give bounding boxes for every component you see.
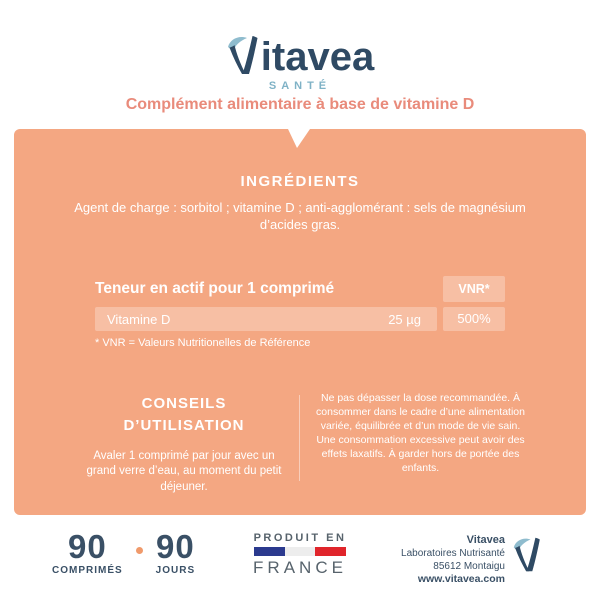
- origin-line2: FRANCE: [253, 558, 347, 577]
- ingredients-heading: INGRÉDIENTS: [240, 173, 360, 190]
- flag-blue-stripe: [254, 547, 285, 556]
- days-value: 90: [156, 528, 195, 565]
- nutrient-vnr-value: 500%: [443, 307, 505, 331]
- french-flag-icon: [254, 547, 346, 556]
- leaf-v-icon: [512, 536, 542, 573]
- brand-logo: [0, 34, 600, 80]
- usage-heading: CONSEILS D’UTILISATION: [123, 395, 245, 434]
- speech-bubble-notch: [288, 129, 310, 148]
- product-subtitle: Complément alimentaire à base de vitamine D: [125, 96, 475, 113]
- company-address: 85612 Montaigu: [433, 560, 505, 572]
- nutrition-table-header: [95, 276, 505, 302]
- company-website: www.vitavea.com: [417, 573, 505, 586]
- days-label: JOURS: [155, 565, 196, 577]
- info-panel: [14, 129, 586, 515]
- company-lab: Laboratoires Nutrisanté: [401, 547, 505, 559]
- brand-tagline: SANTÉ: [268, 80, 332, 92]
- company-info: [401, 534, 542, 587]
- origin-line1: PRODUIT EN: [253, 532, 347, 544]
- made-in-france-badge: [240, 532, 360, 578]
- leaf-v-icon: [226, 34, 260, 76]
- table-row: [95, 307, 505, 331]
- table-row-main: [95, 307, 437, 331]
- company-name: Vitavea: [466, 534, 505, 546]
- flag-red-stripe: [315, 547, 346, 556]
- nutrient-amount: 25 µg: [388, 311, 421, 327]
- usage-instructions: Avaler 1 comprimé par jour avec un grand verre d’eau, au moment du petit déjeuner.: [86, 449, 282, 493]
- count-tablets: [52, 528, 123, 577]
- usage-section: [69, 389, 531, 495]
- vnr-column-header: VNR*: [443, 276, 505, 302]
- nutrition-table: [95, 276, 505, 349]
- brand-wordmark: itavea: [260, 35, 375, 80]
- usage-warning: Ne pas dépasser la dose recommandée. À consommer dans le cadre d’une alimentation variée, équilibrée et d’un mode de vie sain. Une consommation excessive peut avoir des effets laxatifs. À garder hors de portée des enfants.: [316, 392, 525, 474]
- pack-count: [52, 528, 196, 577]
- flag-white-stripe: [285, 547, 316, 556]
- tablets-label: COMPRIMÉS: [52, 565, 123, 577]
- count-days: [155, 528, 196, 577]
- table-title: Teneur en actif pour 1 comprimé: [95, 280, 335, 297]
- tablets-value: 90: [67, 528, 107, 565]
- nutrient-name: Vitamine D: [107, 311, 171, 327]
- company-text-block: [401, 534, 505, 587]
- ingredients-text: Agent de charge : sorbitol ; vitamine D ; anti-agglomérant : sels de magnésium d’acides gras.: [74, 200, 526, 233]
- table-footnote: * VNR = Valeurs Nutritionelles de Référence: [95, 337, 311, 349]
- count-separator-dot: [136, 547, 143, 554]
- usage-left-column: [69, 389, 299, 495]
